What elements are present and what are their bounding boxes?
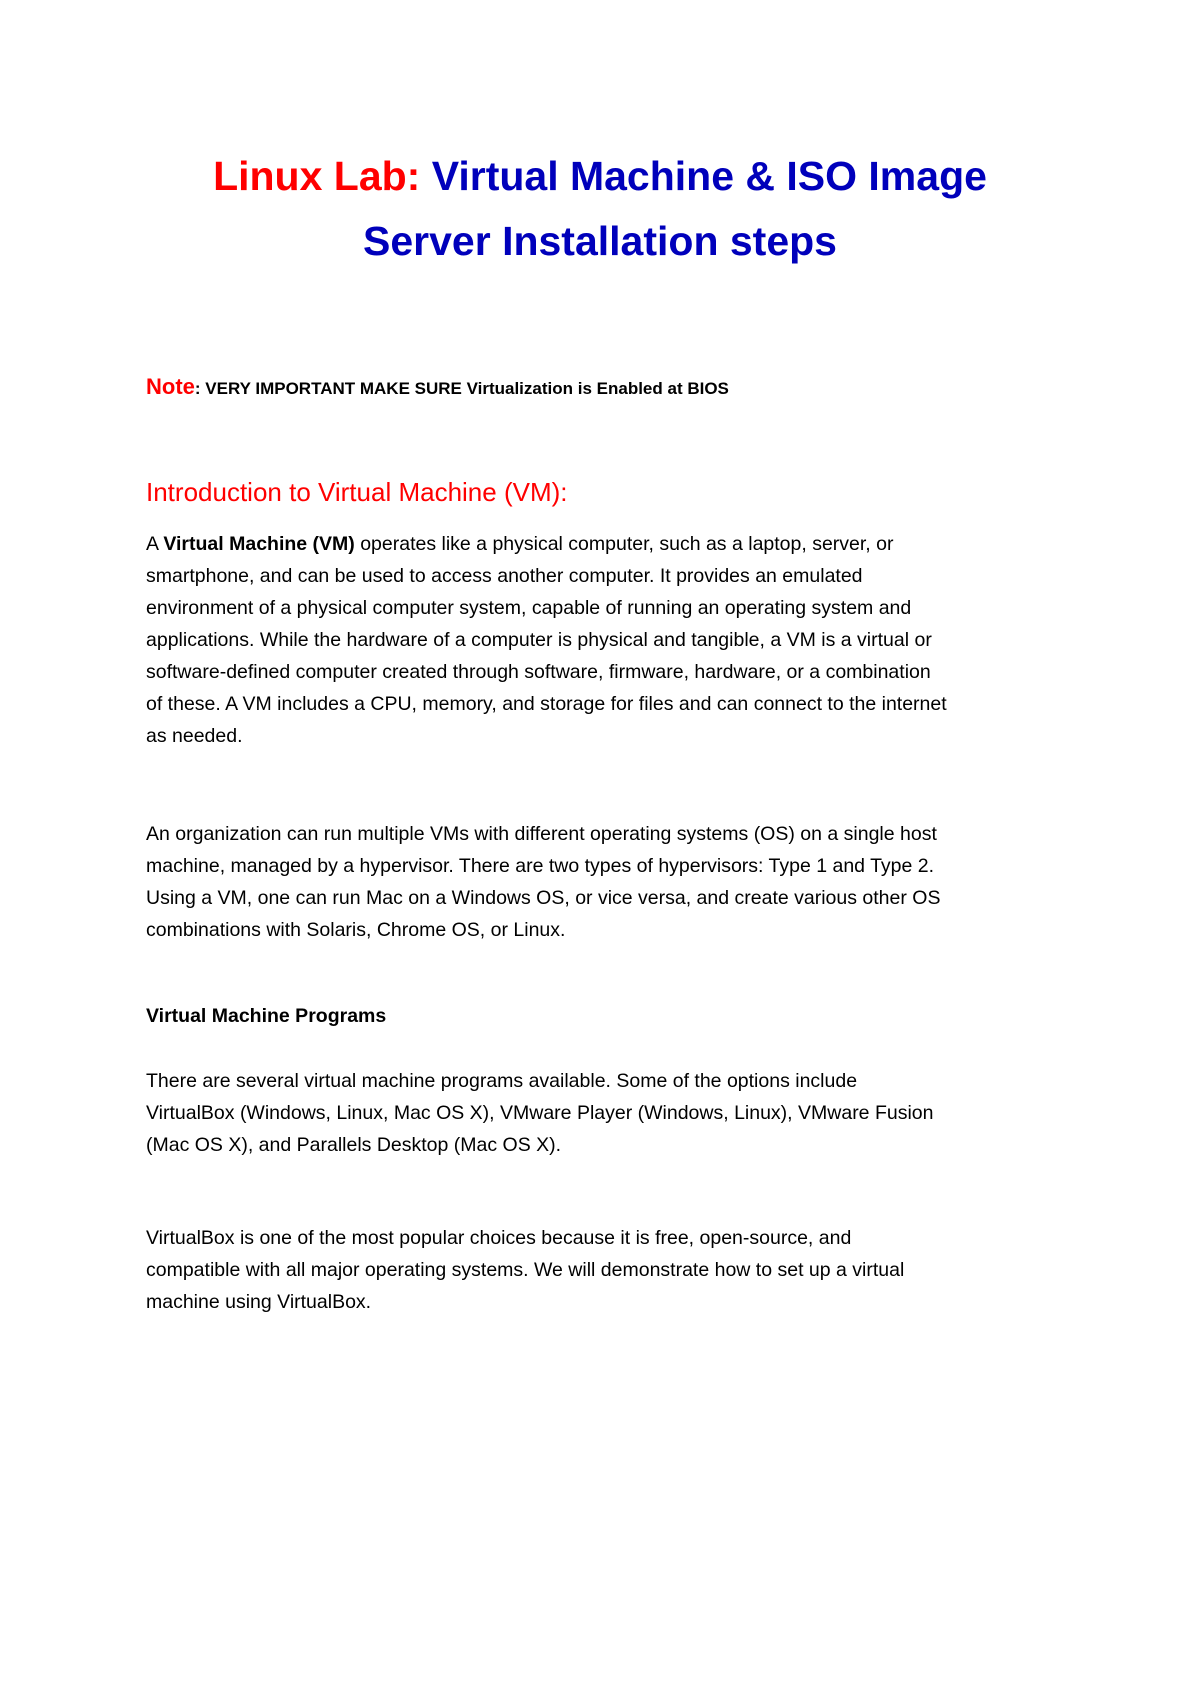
paragraph-line: machine, managed by a hypervisor. There are two types of hypervisors: Type 1 and Type 2.	[146, 855, 935, 877]
paragraph-line: compatible with all major operating systems. We will demonstrate how to set up a virtual	[146, 1259, 905, 1281]
paragraph-line: environment of a physical computer system, capable of running an operating system and	[146, 597, 912, 619]
paragraph-line: VirtualBox is one of the most popular choices because it is free, open-source, and	[146, 1227, 852, 1249]
title-main: Virtual Machine & ISO Image	[420, 153, 987, 199]
paragraph-line: Using a VM, one can run Mac on a Windows OS, or vice versa, and create various other OS	[146, 887, 941, 909]
title-prefix: Linux Lab:	[213, 153, 421, 199]
note-text: : VERY IMPORTANT MAKE SURE Virtualization is Enabled at BIOS	[194, 379, 729, 398]
intro-paragraph-2	[146, 818, 1086, 946]
vm-term: Virtual Machine (VM)	[163, 533, 355, 555]
paragraph-line: VirtualBox (Windows, Linux, Mac OS X), VMware Player (Windows, Linux), VMware Fusion	[146, 1102, 934, 1124]
bios-note	[146, 376, 729, 398]
paragraph-line: An organization can run multiple VMs with different operating systems (OS) on a single host	[146, 823, 937, 845]
paragraph-line: machine using VirtualBox.	[146, 1291, 372, 1313]
paragraph-line: (Mac OS X), and Parallels Desktop (Mac OS X).	[146, 1134, 562, 1156]
paragraph-line: as needed.	[146, 725, 243, 747]
programs-heading: Virtual Machine Programs	[146, 1005, 387, 1027]
paragraph-line: There are several virtual machine programs available. Some of the options include	[146, 1070, 858, 1092]
programs-paragraph-1	[146, 1065, 1086, 1161]
para1-lead: A	[146, 533, 164, 555]
para1-line1-rest: operates like a physical computer, such as a laptop, server, or	[354, 533, 894, 555]
programs-paragraph-2	[146, 1222, 1086, 1318]
paragraph-line: combinations with Solaris, Chrome OS, or Linux.	[146, 919, 566, 941]
intro-heading: Introduction to Virtual Machine (VM):	[146, 477, 568, 507]
paragraph-line: software-defined computer created through software, firmware, hardware, or a combination	[146, 661, 931, 683]
intro-paragraph-1	[146, 528, 1086, 752]
paragraph-line	[146, 528, 1086, 560]
paragraph-line: of these. A VM includes a CPU, memory, and storage for files and can connect to the internet	[146, 693, 947, 715]
document-title-line2: Server Installation steps	[363, 218, 837, 264]
document-title-line1	[0, 153, 1200, 199]
paragraph-line: smartphone, and can be used to access another computer. It provides an emulated	[146, 565, 863, 587]
paragraph-line: applications. While the hardware of a computer is physical and tangible, a VM is a virtual or	[146, 629, 932, 651]
note-label: Note	[146, 374, 195, 399]
